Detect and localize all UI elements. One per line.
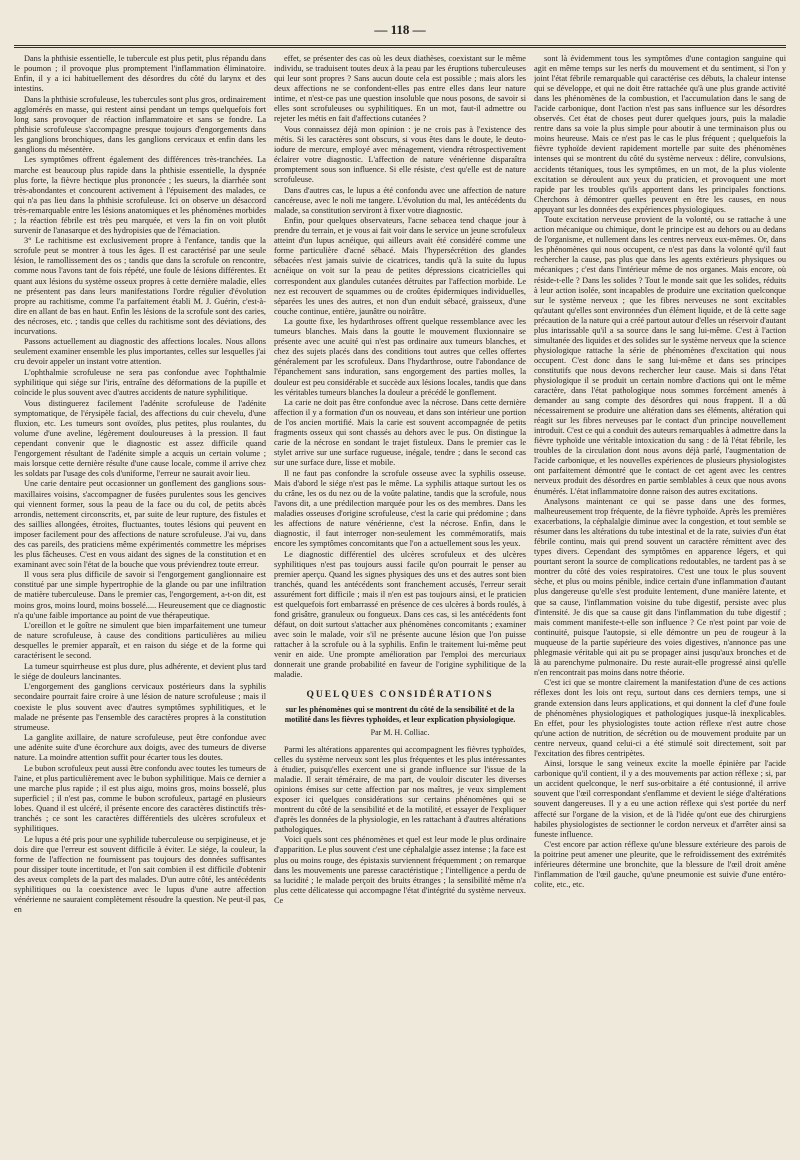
paragraph: C'est encore par action réflexe qu'une blessure extérieure des parois de la poitrine peut amener une pleurite, que le refroidissement des extrémités inférieures détermine une bronchite, que la blessure de l'œil droit amène l'inflammation de l'œil gauche, qu'une pneumonie est suivie d'une entéro-colite, etc., etc. (534, 840, 786, 890)
paragraph: La carie ne doit pas être confondue avec la nécrose. Dans cette dernière affection il y a formation d'un os nouveau, et dans son intérieur une portion de l'os ancien mortifié. Mais la carie est souvent accompagnée de petits fragments osseux qui sont chassés au dehors avec le pus. On distingue la carie de la nécrose en sondant le trajet fistuleux. Dans le premier cas le stylet arrive sur une surface rugueuse, inégale, tendre ; dans le second cas sur une surface dure, lisse et mobile. (274, 398, 526, 468)
paragraph: Toute excitation nerveuse provient de la volonté, ou se rattache à une action mécanique ou chimique, dont le principe est au dehors ou au dedans de l'organisme, et nullement dans les centres nerveux eux-mêmes. Or, dans les phénomènes qui nous occupent, ce n'est pas dans la volonté qu'il faut rechercher la cause, pas plus que dans les agents extérieurs physiques ou mécaniques ; c'est dans l'intérieur même de nos organes. Mais encore, où réside-t-elle ? Dans les solides ? Tout le monde sait que les solides, réduits à leur action isolée, sont incapables de produire une excitation quelconque sur le système nerveux ; que les fibres nerveuses ne sont excitables qu'autant qu'elles sont environnées d'un élément liquide, et de là cette sage précaution de la nature qui a créé partout autour d'elles un réservoir d'autant plus intarissable qu'il a sa source dans le sang lui-même. C'est à l'action simultanée des liquides et des solides sur le système nerveux que la science physiologique rattache la série de phénomènes d'excitation qui nous occupent. C'est donc dans le sang lui-même et dans ses principes constitutifs que nous devons rechercher leur cause. Mais si dans l'état physiologique il se produit un certain nombre d'actions qui ont le même caractère, dans l'état pathologique nous sommes forcément amenés à demander au sang compte des désordres qui nous frappent. Il a dû nécessairement se produire une altération dans ses éléments, altération qui réagit sur les fibres nerveuses par le contact d'un principe nouvellement introduit. C'est ce qui a conduit des auteurs remarquables à admettre dans la fièvre typhoïde une véritable intoxication du sang : de là l'état fébrile, les troubles de la circulation dont nous avons déjà parlé, l'augmentation de l'acide carbonique, et les nouvelles expériences de plusieurs physiologistes ont parfaitement démontré que le contact de cet agent avec les centres nerveux produit des désordres en partie semblables à ceux que nous avons énumérés. L'état inflammatoire donne raison des autres excitations. (534, 215, 786, 496)
paragraph: L'oreillon et le goître ne simulent que bien imparfaitement une tumeur de nature scrofuleuse, à cause des conditions particulières au milieu desquelles le premier apparaît, et en raison du siége et de la forme qui caractérisent le second. (14, 621, 266, 661)
paragraph: Enfin, pour quelques observateurs, l'acne sebacea tend chaque jour à prendre du terrain, et je vous ai fait voir dans le service un jeune scrofuleux atteint d'un lupus acnéique, qui ailleurs avait été considéré comme une forme particulière d'acné sébacé. Mais l'hypersécrétion des glandes sébacées n'est jamais suivie de cicatrices, tandis qu'à la suite du lupus acnéique on voit sur la peau de petites dépressions cicatricielles qui correspondent aux glandules cutanées détruites par l'affection morbide. Le nez est recouvert de squammes ou de croûtes épidermiques individuelles, séparées les unes des autres, et non d'un enduit sébacé, graisseux, d'une couche continue, entière, jaunâtre ou noirâtre. (274, 216, 526, 316)
paragraph: Ainsi, lorsque le sang veineux excite la moelle épinière par l'acide carbonique qu'il contient, il y a des mouvements par action réflexe ; si, par un accident quelconque, le nerf sus-orbitaire a été contusionné, il arrive souvent que l'œil correspondant s'enflamme et devient le siége d'altérations souvent dangereuses. Il y a eu une action réflexe qui s'est portée du nerf affecté sur l'organe de la vision, et de là l'idée qu'ont eue des chirurgiens habiles physiologistes de sectionner le cordon nerveux et d'arrêter ainsi sa funeste influence. (534, 759, 786, 839)
paragraph: Analysons maintenant ce qui se passe dans une des formes, malheureusement trop fréquente, de la fièvre typhoïde. Après les premières exacerbations, la céphalalgie diminue avec la congestion, et tout semble se résumer dans les altérations du tube intestinal et de la rate, suivies d'un état fébrile continu, mais qui prend souvent un caractère rémittent avec des types divers. Cependant des symptômes en apparence légers, et qui pourtant seront la source de complications redoutables, ne tardent pas à se montrer du côté des voies respiratoires. C'est une toux le plus souvent sèche, et plus ou moins pénible, indice certain d'une inflammation d'autant plus dangereuse qu'elle s'est produite lentement, d'une manière latente, et que sa cause, l'inflammation voisine du tube digestif, persiste avec plus d'intensité. Je dis que sa cause git dans l'inflammation du tube digestif ; mais comment manifeste-t-elle son influence ? Ce n'est point par voie de continuité, puisque l'autopsie, si elle démontre un peu de rougeur à la muqueuse de la partie supérieure des voies digestives, n'annonce pas une phlegmasie véritable qui ait pu se propager ainsi jusqu'aux bronches et de là au parenchyme pulmonaire. Du reste aurait-elle progressé ainsi qu'elle n'en rencontrait pas moins dans notre théorie. (534, 497, 786, 677)
text-columns (14, 54, 786, 1154)
paragraph: Le diagnostic différentiel des ulcères scrofuleux et des ulcères syphilitiques n'est pas toujours aussi facile qu'on pourrait le penser au premier aperçu. Quand les signes physiques des uns et des autres sont bien tranchés, quand les antécédents sont franchement accusés, l'erreur serait assurément fort difficile ; mais il n'en est pas toujours ainsi, et le praticien est quelquefois fort embarrassé en présence de ces ulcères à bords roulés, à fond grisâtre, granuleux ou fongueux. Dans ces cas, si les antécédents font défaut, on doit surtout s'attacher aux phénomènes concomitants ; examiner avec soin le malade, voir s'il ne présente aucune lésion que l'on puisse rattacher à la scrofule ou à la syphilis. Enfin le traitement lui-même peut venir en aide. Une prompte amélioration par l'emploi des mercuriaux donnerait une grande probabilité en faveur de l'origine syphilitique de la maladie. (274, 549, 526, 680)
section-title: QUELQUES CONSIDÉRATIONS (306, 690, 494, 701)
column-2 (274, 54, 526, 1154)
paragraph: Dans la phthisie scrofuleuse, les tubercules sont plus gros, ordinairement agglomérés en masse, qui restent ainsi pendant un temps quelquefois fort long sans provoquer de réaction inflammatoire et sans se fondre. La phthisie scrofuleuse s'accompagne presque toujours d'engorgements dans les ganglions bronchiques, dans les ganglions cervicaux et enfin dans les ganglions du mésentère. (14, 94, 266, 154)
paragraph: Dans d'autres cas, le lupus a été confondu avec une affection de nature cancéreuse, avec le noli me tangere. L'évolution du mal, les antécédents du malade, sa constitution serviront à fixer votre diagnostic. (274, 185, 526, 215)
paragraph: Une carie dentaire peut occasionner un gonflement des ganglions sous-maxillaires voisins, s'accompagner de fusées purulentes sous les gencives qui viennent former, sous la peau de la face ou du col, de petits abcès arrondis, nettement circonscrits, et, par suite de leur rupture, des fistules et des saillies allongées, étroites, fluctuantes, toutes lésions qui peuvent en imposer facilement pour des affections de nature scrofuleuse. J'ai vu, dans des cas pareils, des praticiens même expérimentés commettre les méprises les plus fâcheuses. C'est en vous aidant des signes de la constitution et en examinant avec soin l'état de la bouche que vous préviendrez toute erreur. (14, 479, 266, 569)
paragraph: Vous connaissez déjà mon opinion : je ne crois pas à l'existence des métis. Si les caractères sont obscurs, si vous êtes dans le doute, le deuto-iodure de mercure, employé avec ménagement, viendra rétrospectivement éclairer votre diagnostic. L'affection de nature vénérienne disparaîtra promptement sous son influence. Si elle résiste, c'est qu'elle est de nature scrofuleuse. (274, 124, 526, 185)
page-number: — 118 — (374, 22, 426, 37)
paragraph: La goutte fixe, les hydarthroses offrent quelque ressemblance avec les tumeurs blanches. Mais dans la goutte le mouvement fluxionnaire se présente avec une acuité qui n'est pas ordinaire aux tumeurs blanches, et chez des sujets placés dans des conditions tout autres que celles offertes généralement par les scrofuleux. Dans l'hydarthrose, outre l'abondance de l'épanchement sans induration, sans engorgement des parties molles, la douleur est peu considérable et succède aux lésions locales, tandis que dans les véritables tumeurs blanches la douleur a précédé le gonflement. (274, 317, 526, 397)
paragraph: Il ne faut pas confondre la scrofule osseuse avec la syphilis osseuse. Mais d'abord le siége n'est pas le même. La syphilis attaque surtout les os du crâne, les os du nez ou de la voûte palatine, tandis que la scrofule, nous l'avons dit, a une prédilection marquée pour les os des membres. Dans les maladies osseuses d'origine scrofuleuse, c'est la carie qui prédomine ; dans les affections de nature vénérienne, c'est la nécrose. Enfin, dans le diagnostic, il faut interroger non-seulement les commémoratifs, mais encore les symptômes concomitants que l'on a actuellement sous les yeux. (274, 468, 526, 549)
paragraph: sont là évidemment tous les symptômes d'une contagion sanguine qui agit en même temps sur les nerfs du mouvement et du sentiment, si l'on y joint l'état fébrile remarquable qui caractérise ces débuts, la chaleur intense qui se développe, et qui ne doit être rattachée qu'à une plus grande activité dans les phénomènes de la combustion, et l'accumulation dans le sang de l'acide carbonique, dont l'action n'est pas sans influence sur les désordres observés. Cet état de choses peut durer quelques jours, puis la maladie rentre dans sa voie la plus simple pour aboutir à une terminaison plus ou moins heureuse. Mais ce n'est pas le cas le plus fréquent ; quelquefois la fièvre typhoïde devient rapidement mortelle par suite des phénomènes intenses qui se montrent du côté du système nerveux : délire, convulsions, accidents tétaniques, tous les symptômes, en un mot, de la plus violente excitation se déroulent aux yeux du praticien, et provoquent une mort rapide par les troubles qu'ils apportent dans les principales fonctions. Cherchons à démontrer quelles peuvent en être les causes, en nous appuyant sur les données des expériences physiologiques. (534, 54, 786, 214)
paragraph: L'engorgement des ganglions cervicaux postérieurs dans la syphilis secondaire pourrait faire croire à une lésion de nature scrofuleuse ; mais il coexiste le plus souvent avec d'autres symptômes syphilitiques, et le malade ne présente pas l'ensemble des caractères propres à la constitution strumeuse. (14, 682, 266, 732)
paragraph: Dans la phthisie essentielle, le tubercule est plus petit, plus répandu dans le poumon ; il provoque plus promptement l'inflammation éliminatoire. Enfin, il y a ici habituellement des désordres du côté du larynx et des intestins. (14, 54, 266, 94)
column-1 (14, 54, 266, 1154)
paragraph: 3° Le rachitisme est exclusivement propre à l'enfance, tandis que la scrofule peut se montrer à tous les âges. Il est caractérisé par une seule lésion, le ramollissement des os ; tandis que dans la scrofule on rencontre, comme nous l'avons tant de fois répété, une foule de lésions différentes. Et quant aux lésions du système osseux propres à cette dernière maladie, elles ne présentent pas dans leurs manifestations l'ordre régulier d'évolution propre au rachitisme, comme l'a parfaitement établi M. J. Guérin, c'est-à-dire en allant de bas en haut. Enfin les lésions de la scrofule sont des caries, des nécroses, etc. ; tandis que celles du rachitisme sont des déviations, des incurvations. (14, 236, 266, 336)
page-header (14, 20, 786, 48)
paragraph: Voici quels sont ces phénomènes et quel est leur mode le plus ordinaire d'apparition. Le plus souvent c'est une céphalalgie assez intense ; la face est plus ou moins rouge, des épistaxis surviennent fréquemment ; on remarque dans les mouvements une paresse caractéristique ; l'intelligence a perdu de sa lucidité ; le malade perçoit des bruits étranges ; la sensibilité même n'a plus cette délicatesse qui accompagne l'état d'intégrité du système nerveux. Ce (274, 835, 526, 905)
paragraph: Parmi les altérations apparentes qui accompagnent les fièvres typhoïdes, celles du système nerveux sont les plus fréquentes et les plus intéressantes à étudier, puisqu'elles exercent une si grande influence sur l'issue de la maladie. Il serait téméraire, de ma part, de vouloir discuter les diverses opinions émises sur cette affection par nos maîtres, je veux simplement exposer ici quelques considérations sur certains phénomènes qui se montrent du côté de la sensibilité et de la motilité, et essayer de l'expliquer d'après les données de la physiologie, en les rattachant à d'autres altérations pathologiques. (274, 744, 526, 834)
paragraph: Les symptômes offrent également des différences très-tranchées. La marche est beaucoup plus rapide dans la phthisie essentielle, la dyspnée plus forte, la fièvre hectique plus prononcée ; les sueurs, la diarrhée sont très-abondantes et concourent activement à l'épuisement des malades, ce qui n'a pas lieu dans la phthisie scrofuleuse. Ici on observe un désaccord très-remarquable entre les lésions anatomiques et les phénomènes morbides ; la réaction fébrile est très peu marquée, et vers la fin on voit plutôt survenir de l'anasarque et des hydropisies que de l'émaciation. (14, 155, 266, 235)
paragraph: C'est ici que se montre clairement la manifestation d'une de ces actions réflexes dont les lois ont reçu, surtout dans ces derniers temps, une si grande extension dans leurs applications, et qui donnent la clef d'une foule de phénomènes physiologiques et pathologiques jusque-là inexplicables. En effet, pour les physiologistes toute action réflexe n'est autre chose qu'une action de nutrition, de sécrétion ou de mouvement produite par un centre nerveux, quand celui-ci a été stimulé soit directement, soit par l'excitation des fibres centripètes. (534, 678, 786, 758)
paragraph: Il vous sera plus difficile de savoir si l'engorgement ganglionnaire est constitué par une simple hypertrophie de la glande ou par une infiltration de matière tuberculeuse. Dans le premier cas, l'engorgement, a-t-on dit, est moins gros, moins lourd, moins bosselé..... Heureusement que ce diagnostic n'a qu'une faible importance au point de vue thérapeutique. (14, 570, 266, 620)
column-2-article-body (274, 745, 526, 906)
paragraph: Passons actuellement au diagnostic des affections locales. Nous allons seulement examiner ensemble les plus importantes, celles sur lesquelles j'ai cru devoir appeler un instant votre attention. (14, 337, 266, 367)
column-3 (534, 54, 786, 1154)
paragraph: La ganglite axillaire, de nature scrofuleuse, peut être confondue avec une adénite suite d'une écorchure aux doigts, avec des tumeurs de diverse nature. La moindre attention suffit pour écarter tous les doutes. (14, 733, 266, 763)
paragraph: La tumeur squirrheuse est plus dure, plus adhérente, et devient plus tard le siége de douleurs lancinantes. (14, 661, 266, 681)
section-subtitle: sur les phénomènes qui se montrent du côté de la sensibilité et de la motilité dans les fièvres typhoïdes, et leur explication physiologique. (284, 705, 516, 725)
paragraph: L'ophthalmie scrofuleuse ne sera pas confondue avec l'ophthalmie syphilitique qui siége sur l'iris, entraîne des déformations de la pupille et coïncide le plus souvent avec d'autres accidents de nature syphilitique. (14, 367, 266, 398)
paragraph: effet, se présenter des cas où les deux diathèses, coexistant sur le même individu, se traduisent toutes deux à la peau par les éruptions tuberculeuses qui leur sont propres ? Sans aucun doute cela est possible ; mais alors les deux affections ne se confondent-elles pas entre elles dans leur nature intime, et n'est-ce pas une question insoluble que nous posons, de savoir si elles sont scrofuleuses ou syphilitiques. En un mot, faut-il admettre ou rejeter les métis en fait d'affections cutanées ? (274, 54, 526, 124)
paragraph: Le bubon scrofuleux peut aussi être confondu avec toutes les tumeurs de l'aine, et plus particulièrement avec le bubon syphilitique. Mais ce dernier a une marche plus rapide ; il est plus aigu, moins gros, moins bosselé, plus superficiel ; il n'est pas, comme le bubon scrofuleux, partagé en plusieurs lobes. Quand il est ulcéré, il présente encore des caractères distinctifs très-tranchés ; ce sont les caractères différentiels des ulcères scrofuleux et syphilitiques. (14, 763, 266, 834)
column-2-body (274, 54, 526, 680)
section-author: Par M. H. Colliac. (370, 728, 430, 738)
paragraph: Le lupus a été pris pour une syphilide tuberculeuse ou serpigineuse, et je dois dire que l'erreur est souvent difficile à éviter. Le siége, la couleur, la forme de l'affection ne fournissent pas toujours des données suffisantes pour dissiper toute incertitude, et l'on sait combien il est difficile d'obtenir des aveux complets de la part des malades. D'un autre côté, les antécédents syphilitiques ou la coexistence avec le lupus d'une autre affection vénérienne ne sauraient complètement résoudre la question. Ne peut-il pas, en (14, 834, 266, 914)
paragraph: Vous distinguerez facilement l'adénite scrofuleuse de l'adénite symptomatique, de l'érysipèle facial, des affections du cuir chevelu, d'une fluxion, etc. Les tumeurs sont ovoïdes, plus petites, plus roulantes, du volume d'une aveline, légèrement douloureuses à la pression. Il faut cependant convenir que le diagnostic est assez difficile quand l'engorgement résultant de l'adénite simple a acquis un certain volume ; mais lorsque cette dernière résulte d'une cause locale, comme il arrive chez les soldats par l'usage des cols d'uniforme, l'erreur ne saurait avoir lieu. (14, 398, 266, 478)
